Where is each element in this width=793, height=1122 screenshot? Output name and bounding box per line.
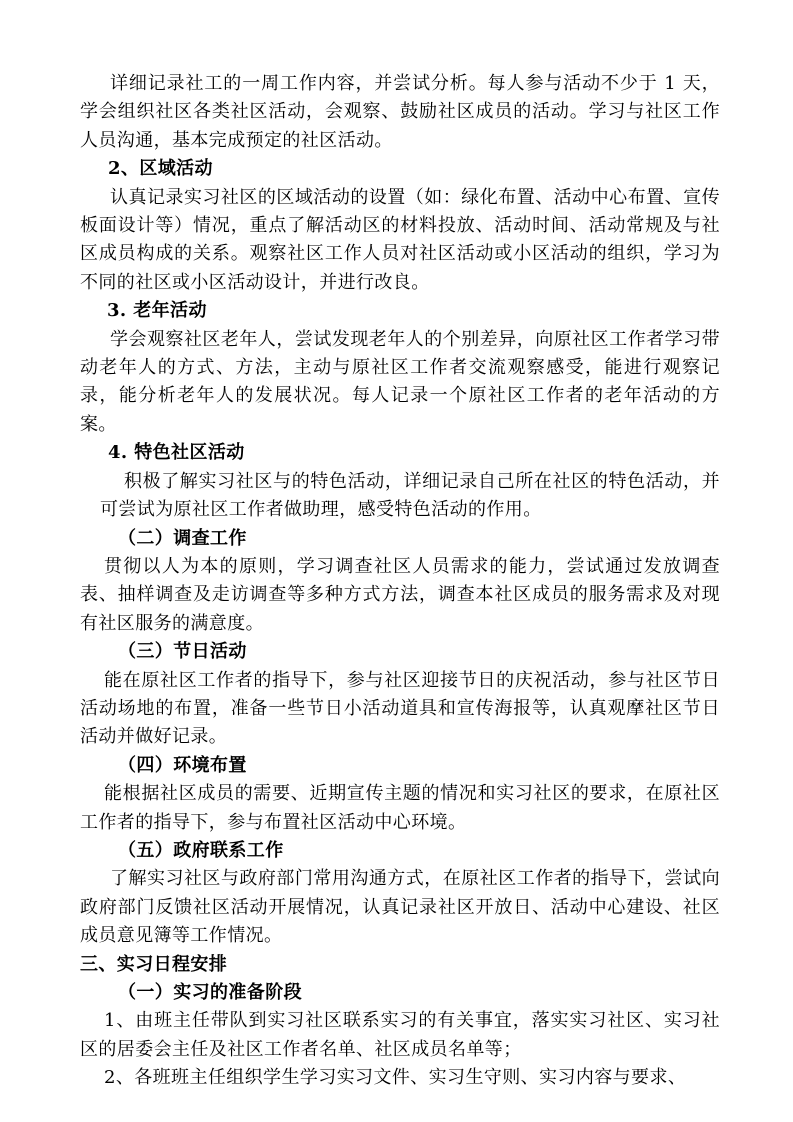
paragraph-weekly-record: 详细记录社工的一周工作内容，并尝试分析。每人参与活动不少于 1 天，学会组织社区各类社区活动，会观察、鼓励社区成员的活动。学习与社区工作人员沟通，基本完成预定的社区活动。 xyxy=(80,73,720,151)
heading-government-liaison: （五）政府联系工作 xyxy=(118,839,284,861)
list-item-contact-community: 1、由班主任带队到实习社区联系实习的有关事宜，落实实习社区、实习社区的居委会主任及社区工作者名单、社区成员名单等； xyxy=(80,1010,720,1060)
paragraph-environment-layout: 能根据社区成员的需要、近期宣传主题的情况和实习社区的要求，在原社区工作者的指导下，参与布置社区活动中心环境。 xyxy=(80,783,720,833)
heading-preparation-stage: （一）实习的准备阶段 xyxy=(118,982,302,1003)
heading-festival-activity: （三）节日活动 xyxy=(118,641,247,663)
paragraph-special-activity: 积极了解实习社区与的特色活动，详细记录自己所在社区的特色活动，并可尝试为原社区工作者做助理，感受特色活动的作用。 xyxy=(100,470,720,521)
heading-internship-schedule: 三、实习日程安排 xyxy=(80,953,228,975)
paragraph-region-activity: 认真记录实习社区的区域活动的设置（如：绿化布置、活动中心布置、宣传板面设计等）情况，重点了解活动区的材料投放、活动时间、活动常规及与社区成员构成的关系。观察社区工作人员对社区活动或小区活动的组织，学习为不同的社区或小区活动设计，并进行改良。 xyxy=(80,186,720,293)
paragraph-festival-activity: 能在原社区工作者的指导下，参与社区迎接节日的庆祝活动，参与社区节日活动场地的布置，准备一些节日小活动道具和宣传海报等，认真观摩社区节日活动并做好记录。 xyxy=(80,669,720,748)
paragraph-government-liaison: 了解实习社区与政府部门常用沟通方式，在原社区工作者的指导下，尝试向政府部门反馈社区活动开展情况，认真记录社区开放日、活动中心建设、社区成员意见簿等工作情况。 xyxy=(80,868,720,947)
heading-special-activity: 4. 特色社区活动 xyxy=(108,442,245,464)
heading-environment-layout: （四）环境布置 xyxy=(118,754,247,776)
document-page xyxy=(80,70,720,1093)
heading-elderly-activity: 3. 老年活动 xyxy=(107,300,207,322)
paragraph-survey-work: 贯彻以人为本的原则，学习调查社区人员需求的能力，尝试通过发放调查表、抽样调查及走访调查等多种方式方法，调查本社区成员的服务需求及对现有社区服务的满意度。 xyxy=(80,555,720,634)
heading-region-activity: 2、区域活动 xyxy=(108,158,213,180)
heading-survey-work: （二）调查工作 xyxy=(118,527,247,549)
paragraph-elderly-activity: 学会观察社区老年人，尝试发现老年人的个别差异，向原社区工作者学习带动老年人的方式、方法，主动与原社区工作者交流观察感受，能进行观察记录，能分析老年人的发展状况。每人记录一个原社区工作者的老年活动的方案。 xyxy=(80,328,720,435)
list-item-study-documents: 2、各班班主任组织学生学习实习文件、实习生守则、实习内容与要求、 xyxy=(104,1067,687,1089)
